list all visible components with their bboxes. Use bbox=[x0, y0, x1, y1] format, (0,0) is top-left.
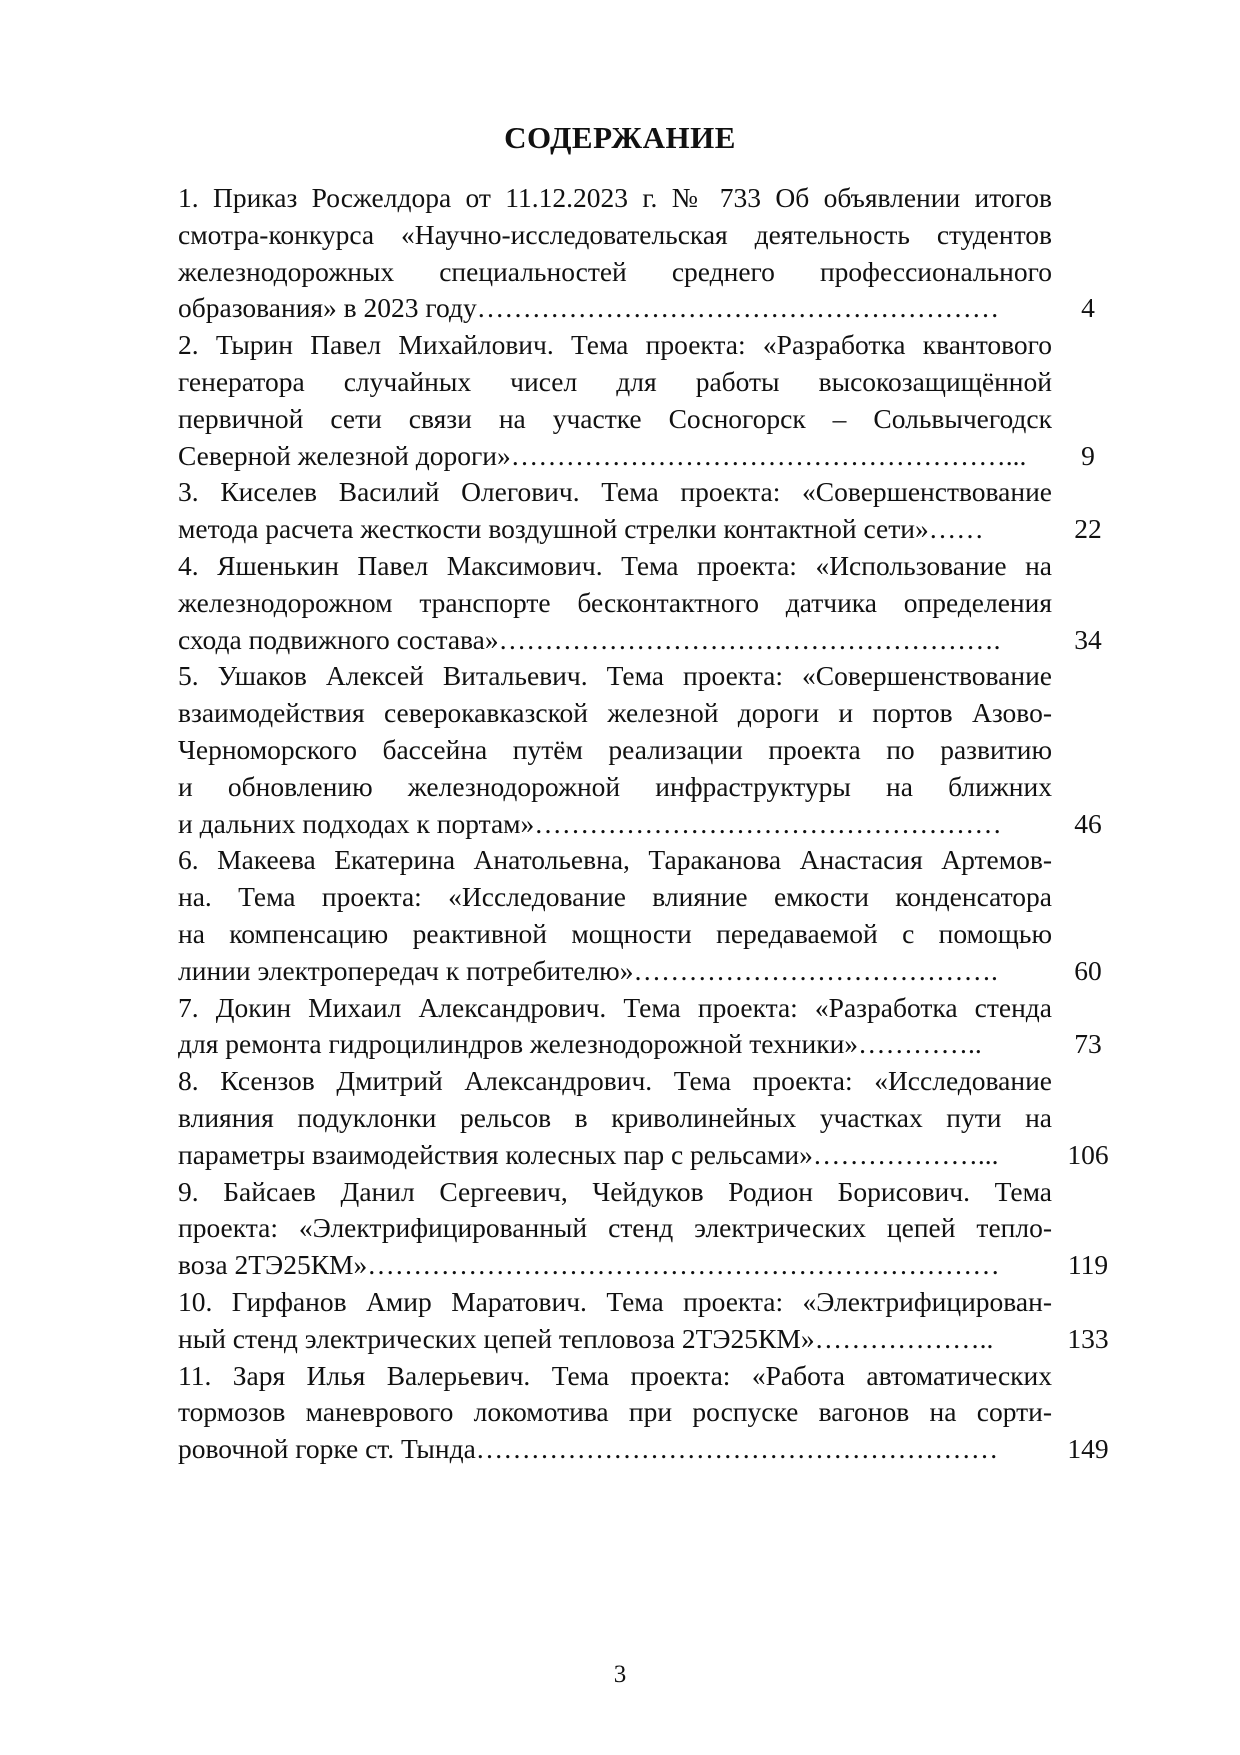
toc-entry-line: 10. Гирфанов Амир Маратович. Тема проекта: «Электрифицирован- bbox=[178, 1285, 1052, 1317]
toc-entry-last-line bbox=[178, 290, 1118, 327]
table-of-contents bbox=[178, 180, 1118, 1468]
toc-entry-last-line bbox=[178, 438, 1118, 475]
toc-entry-line: ный стенд электрических цепей тепловоза 2ТЭ25КМ»……………….. bbox=[178, 1322, 994, 1354]
toc-entry-line: 4. Яшенькин Павел Максимович. Тема проекта: «Использование на bbox=[178, 549, 1052, 581]
toc-entry-line: 2. Тырин Павел Михайлович. Тема проекта: «Разработка квантового bbox=[178, 329, 1052, 361]
toc-entry-line: и обновлению железнодорожной инфраструктуры на ближних bbox=[178, 770, 1052, 802]
toc-page-number: 46 bbox=[1074, 807, 1102, 839]
toc-entry-line: образования» в 2023 году………………………………………………… bbox=[178, 292, 1000, 324]
toc-page-number: 133 bbox=[1067, 1322, 1109, 1354]
toc-page-number: 34 bbox=[1074, 623, 1102, 655]
toc-entry-line: 8. Ксензов Дмитрий Александрович. Тема проекта: «Исследование bbox=[178, 1065, 1052, 1097]
toc-entry[interactable] bbox=[178, 1358, 1118, 1468]
toc-entry[interactable] bbox=[178, 474, 1118, 548]
toc-entry-line: Черноморского бассейна путём реализации проекта по развитию bbox=[178, 733, 1052, 765]
toc-entry-line: тормозов маневрового локомотива при роспуске вагонов на сорти- bbox=[178, 1396, 1052, 1428]
toc-entry-line: 7. Докин Михаил Александрович. Тема проекта: «Разработка стенда bbox=[178, 991, 1052, 1023]
toc-entry-line: на компенсацию реактивной мощности передаваемой с помощью bbox=[178, 917, 1052, 949]
toc-page-number: 60 bbox=[1074, 954, 1102, 986]
toc-entry-line: влияния подуклонки рельсов в криволинейных участках пути на bbox=[178, 1101, 1052, 1133]
toc-entry-line: первичной сети связи на участке Сосногорск – Сольвычегодск bbox=[178, 402, 1052, 434]
toc-entry-last-line bbox=[178, 1431, 1118, 1468]
toc-entry-line: 5. Ушаков Алексей Витальевич. Тема проекта: «Совершенствование bbox=[178, 660, 1052, 692]
toc-entry-line: 3. Киселев Василий Олегович. Тема проекта: «Совершенствование bbox=[178, 476, 1052, 508]
toc-entry-last-line bbox=[178, 953, 1118, 990]
toc-entry[interactable] bbox=[178, 1284, 1118, 1358]
toc-entry[interactable] bbox=[178, 548, 1118, 658]
toc-entry-line: взаимодействия северокавказской железной дороги и портов Азово- bbox=[178, 697, 1052, 729]
toc-entry-last-line bbox=[178, 806, 1118, 843]
toc-entry-line: 1. Приказ Росжелдора от 11.12.2023 г. № 733 Об объявлении итогов bbox=[178, 182, 1052, 213]
toc-page-number: 149 bbox=[1067, 1433, 1109, 1465]
toc-page-number: 73 bbox=[1074, 1028, 1102, 1060]
page-title: СОДЕРЖАНИЕ bbox=[504, 120, 736, 155]
toc-entry[interactable] bbox=[178, 842, 1118, 989]
toc-entry-line: воза 2ТЭ25КМ»…………………………………………………………… bbox=[178, 1249, 1000, 1281]
toc-entry-last-line bbox=[178, 511, 1118, 548]
toc-entry-line: Северной железной дороги»………………………………………………... bbox=[178, 439, 1027, 471]
toc-page-number: 9 bbox=[1081, 439, 1095, 471]
page-number-footer: 3 bbox=[613, 1661, 627, 1688]
toc-page-number: 22 bbox=[1074, 513, 1102, 545]
toc-entry-line: на. Тема проекта: «Исследование влияние емкости конденсатора bbox=[178, 881, 1052, 913]
toc-entry-line: 11. Заря Илья Валерьевич. Тема проекта: «Работа автоматических bbox=[178, 1359, 1052, 1391]
toc-entry-line: схода подвижного состава»………………………………………………. bbox=[178, 623, 1001, 655]
toc-entry-line: проекта: «Электрифицированный стенд электрических цепей тепло- bbox=[178, 1212, 1052, 1244]
toc-entry-line: параметры взаимодействия колесных пар с рельсами»………………... bbox=[178, 1138, 999, 1170]
toc-entry-last-line bbox=[178, 1247, 1118, 1284]
toc-entry[interactable] bbox=[178, 180, 1118, 327]
toc-entry-line: для ремонта гидроцилиндров железнодорожной техники»………….. bbox=[178, 1028, 982, 1060]
toc-entry[interactable] bbox=[178, 658, 1118, 842]
toc-entry-line: смотра-конкурса «Научно-исследовательская деятельность студентов bbox=[178, 218, 1052, 250]
toc-entry[interactable] bbox=[178, 1063, 1118, 1173]
toc-entry[interactable] bbox=[178, 990, 1118, 1064]
toc-entry-line: линии электропередач к потребителю»…………………………………. bbox=[178, 954, 998, 986]
toc-page-number: 4 bbox=[1081, 292, 1095, 324]
toc-entry-line: железнодорожном транспорте бесконтактного датчика определения bbox=[178, 586, 1052, 618]
toc-entry-line: генератора случайных чисел для работы высокозащищённой bbox=[178, 365, 1052, 397]
toc-entry-line: и дальних подходах к портам»…………………………………………… bbox=[178, 807, 1002, 839]
toc-page-number: 119 bbox=[1067, 1249, 1109, 1281]
toc-page-number: 106 bbox=[1067, 1138, 1109, 1170]
toc-entry-line: железнодорожных специальностей среднего профессионального bbox=[178, 255, 1052, 287]
toc-entry-last-line bbox=[178, 622, 1118, 659]
toc-entry-last-line bbox=[178, 1137, 1118, 1174]
toc-entry-line: 6. Макеева Екатерина Анатольевна, Тараканова Анастасия Артемов- bbox=[178, 844, 1052, 876]
toc-entry-line: метода расчета жесткости воздушной стрелки контактной сети»…… bbox=[178, 513, 984, 545]
toc-entry-last-line bbox=[178, 1321, 1118, 1358]
toc-entry-last-line bbox=[178, 1026, 1118, 1063]
toc-entry[interactable] bbox=[178, 327, 1118, 474]
toc-entry-line: ровочной горке ст. Тында………………………………………………… bbox=[178, 1433, 999, 1465]
toc-entry-line: 9. Байсаев Данил Сергеевич, Чейдуков Родион Борисович. Тема bbox=[178, 1175, 1052, 1207]
toc-entry[interactable] bbox=[178, 1174, 1118, 1284]
